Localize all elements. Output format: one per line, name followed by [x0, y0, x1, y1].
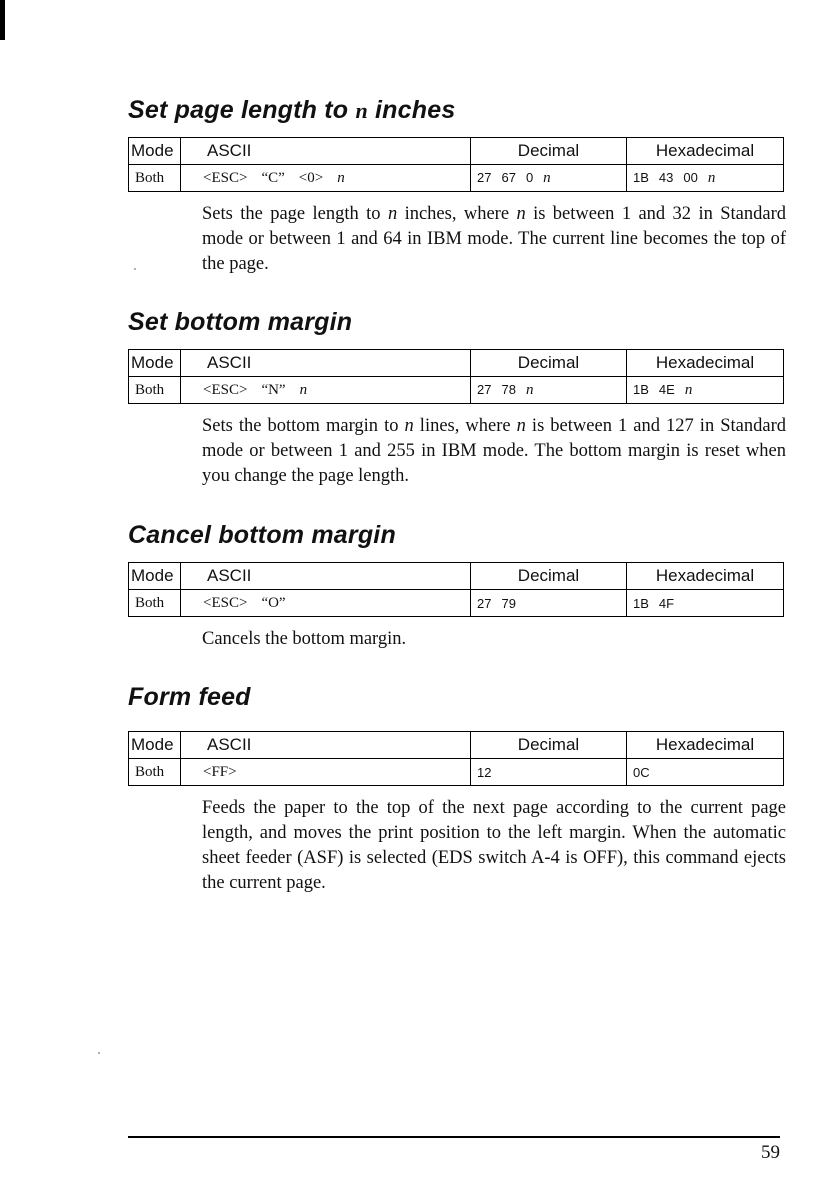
scan-speck [98, 1052, 100, 1054]
command-table [128, 349, 784, 404]
desc-text: lines, where [413, 416, 517, 436]
decimal-token: n [525, 381, 534, 398]
command-table [128, 137, 784, 192]
table-header-row [129, 350, 784, 377]
desc-text: Feeds the paper to the top of the next page according to the current page length, and moves the print position to the left margin. When the automatic sheet feeder (ASF) is selected (EDS switch A-4 is OFF), this command ejects the current page. [202, 798, 786, 893]
header-ascii: ASCII [181, 732, 471, 759]
header-ascii: ASCII [181, 138, 471, 165]
section-title [128, 518, 788, 552]
command-table [128, 731, 784, 786]
decimal-cell [471, 165, 627, 192]
section-description [202, 202, 786, 277]
hex-token: 00 [683, 169, 698, 185]
decimal-token: 67 [501, 169, 516, 185]
table-row [129, 165, 784, 192]
title-text: Cancel bottom margin [128, 521, 396, 549]
ascii-token: n [337, 169, 345, 186]
table-header-row [129, 563, 784, 590]
command-table [128, 562, 784, 617]
ascii-token: “N” [261, 381, 286, 398]
table-row [129, 377, 784, 404]
section-set-page-length [128, 93, 788, 277]
ascii-token: <ESC> [203, 594, 248, 611]
header-hex: Hexadecimal [627, 563, 784, 590]
hex-token: 4F [658, 595, 675, 611]
header-decimal: Decimal [471, 732, 627, 759]
ascii-cell [181, 759, 471, 786]
hex-cell [627, 759, 784, 786]
mode-cell: Both [129, 165, 181, 192]
ascii-token: <0> [298, 169, 324, 186]
ascii-cell [181, 165, 471, 192]
hex-cell [627, 165, 784, 192]
header-decimal: Decimal [471, 350, 627, 377]
table-row [129, 759, 784, 786]
section-description [202, 796, 786, 896]
header-decimal: Decimal [471, 563, 627, 590]
desc-text: Cancels the bottom margin. [202, 629, 407, 649]
desc-text: is between 1 and 32 in Standard mode or between 1 and 64 in IBM mode. The current line becomes the top of the page. [202, 204, 786, 274]
decimal-token: 27 [477, 381, 492, 397]
hex-cell [627, 377, 784, 404]
hex-token: 1B [633, 169, 649, 185]
ascii-token: <ESC> [203, 381, 248, 398]
header-mode: Mode [129, 350, 181, 377]
ascii-token: “C” [261, 169, 285, 186]
desc-variable: n [516, 416, 526, 436]
ascii-token: “O” [261, 594, 286, 611]
ascii-token: n [299, 381, 308, 398]
decimal-cell [471, 377, 627, 404]
decimal-token: 27 [477, 595, 492, 611]
hex-cell [627, 590, 784, 617]
desc-variable: n [387, 204, 398, 224]
decimal-cell [471, 759, 627, 786]
desc-variable: n [404, 416, 414, 436]
header-hex: Hexadecimal [627, 138, 784, 165]
title-text-tail: inches [375, 96, 456, 124]
decimal-token: 78 [501, 381, 516, 397]
section-title [128, 93, 788, 127]
section-set-bottom-margin [128, 305, 788, 489]
ascii-cell [181, 377, 471, 404]
mode-cell: Both [129, 377, 181, 404]
section-form-feed [128, 680, 788, 896]
decimal-token: n [543, 169, 551, 186]
section-description [202, 627, 786, 652]
table-header-row [129, 732, 784, 759]
section-title [128, 680, 788, 714]
title-text: Set page length to [128, 96, 349, 124]
ascii-cell [181, 590, 471, 617]
footer-rule [128, 1136, 780, 1138]
desc-text: inches, where [397, 204, 517, 224]
decimal-token: 0 [525, 169, 534, 185]
decimal-token: 27 [477, 169, 492, 185]
title-text: Set bottom margin [128, 308, 353, 336]
header-decimal: Decimal [471, 138, 627, 165]
decimal-token: 79 [501, 595, 516, 611]
title-variable: n [355, 98, 368, 123]
hex-token: 4E [658, 381, 675, 397]
desc-text: is between 1 and 127 in Standard mode or between 1 and 255 in IBM mode. The bottom margin is reset when you change the page length. [202, 416, 786, 486]
desc-text: Sets the bottom margin to [202, 416, 405, 436]
section-title [128, 305, 788, 339]
header-ascii: ASCII [181, 563, 471, 590]
scan-edge-mark [0, 0, 5, 40]
page-number: 59 [761, 1142, 780, 1163]
table-row [129, 590, 784, 617]
hex-token: n [707, 169, 716, 186]
hex-token: 0C [633, 764, 650, 780]
decimal-token: 12 [477, 764, 492, 780]
header-ascii: ASCII [181, 350, 471, 377]
ascii-token: <ESC> [203, 169, 248, 186]
section-description [202, 414, 786, 489]
section-cancel-bottom-margin [128, 518, 788, 652]
decimal-cell [471, 590, 627, 617]
header-hex: Hexadecimal [627, 350, 784, 377]
mode-cell: Both [129, 590, 181, 617]
desc-variable: n [516, 204, 526, 224]
header-mode: Mode [129, 138, 181, 165]
header-hex: Hexadecimal [627, 732, 784, 759]
hex-token: 1B [633, 595, 649, 611]
hex-token: 1B [633, 381, 649, 397]
hex-token: 43 [658, 169, 674, 185]
header-mode: Mode [129, 732, 181, 759]
table-header-row [129, 138, 784, 165]
title-text: Form feed [128, 683, 251, 711]
ascii-token: <FF> [203, 763, 237, 780]
mode-cell: Both [129, 759, 181, 786]
header-mode: Mode [129, 563, 181, 590]
desc-text: Sets the page length to [202, 204, 388, 224]
hex-token: n [684, 381, 693, 398]
